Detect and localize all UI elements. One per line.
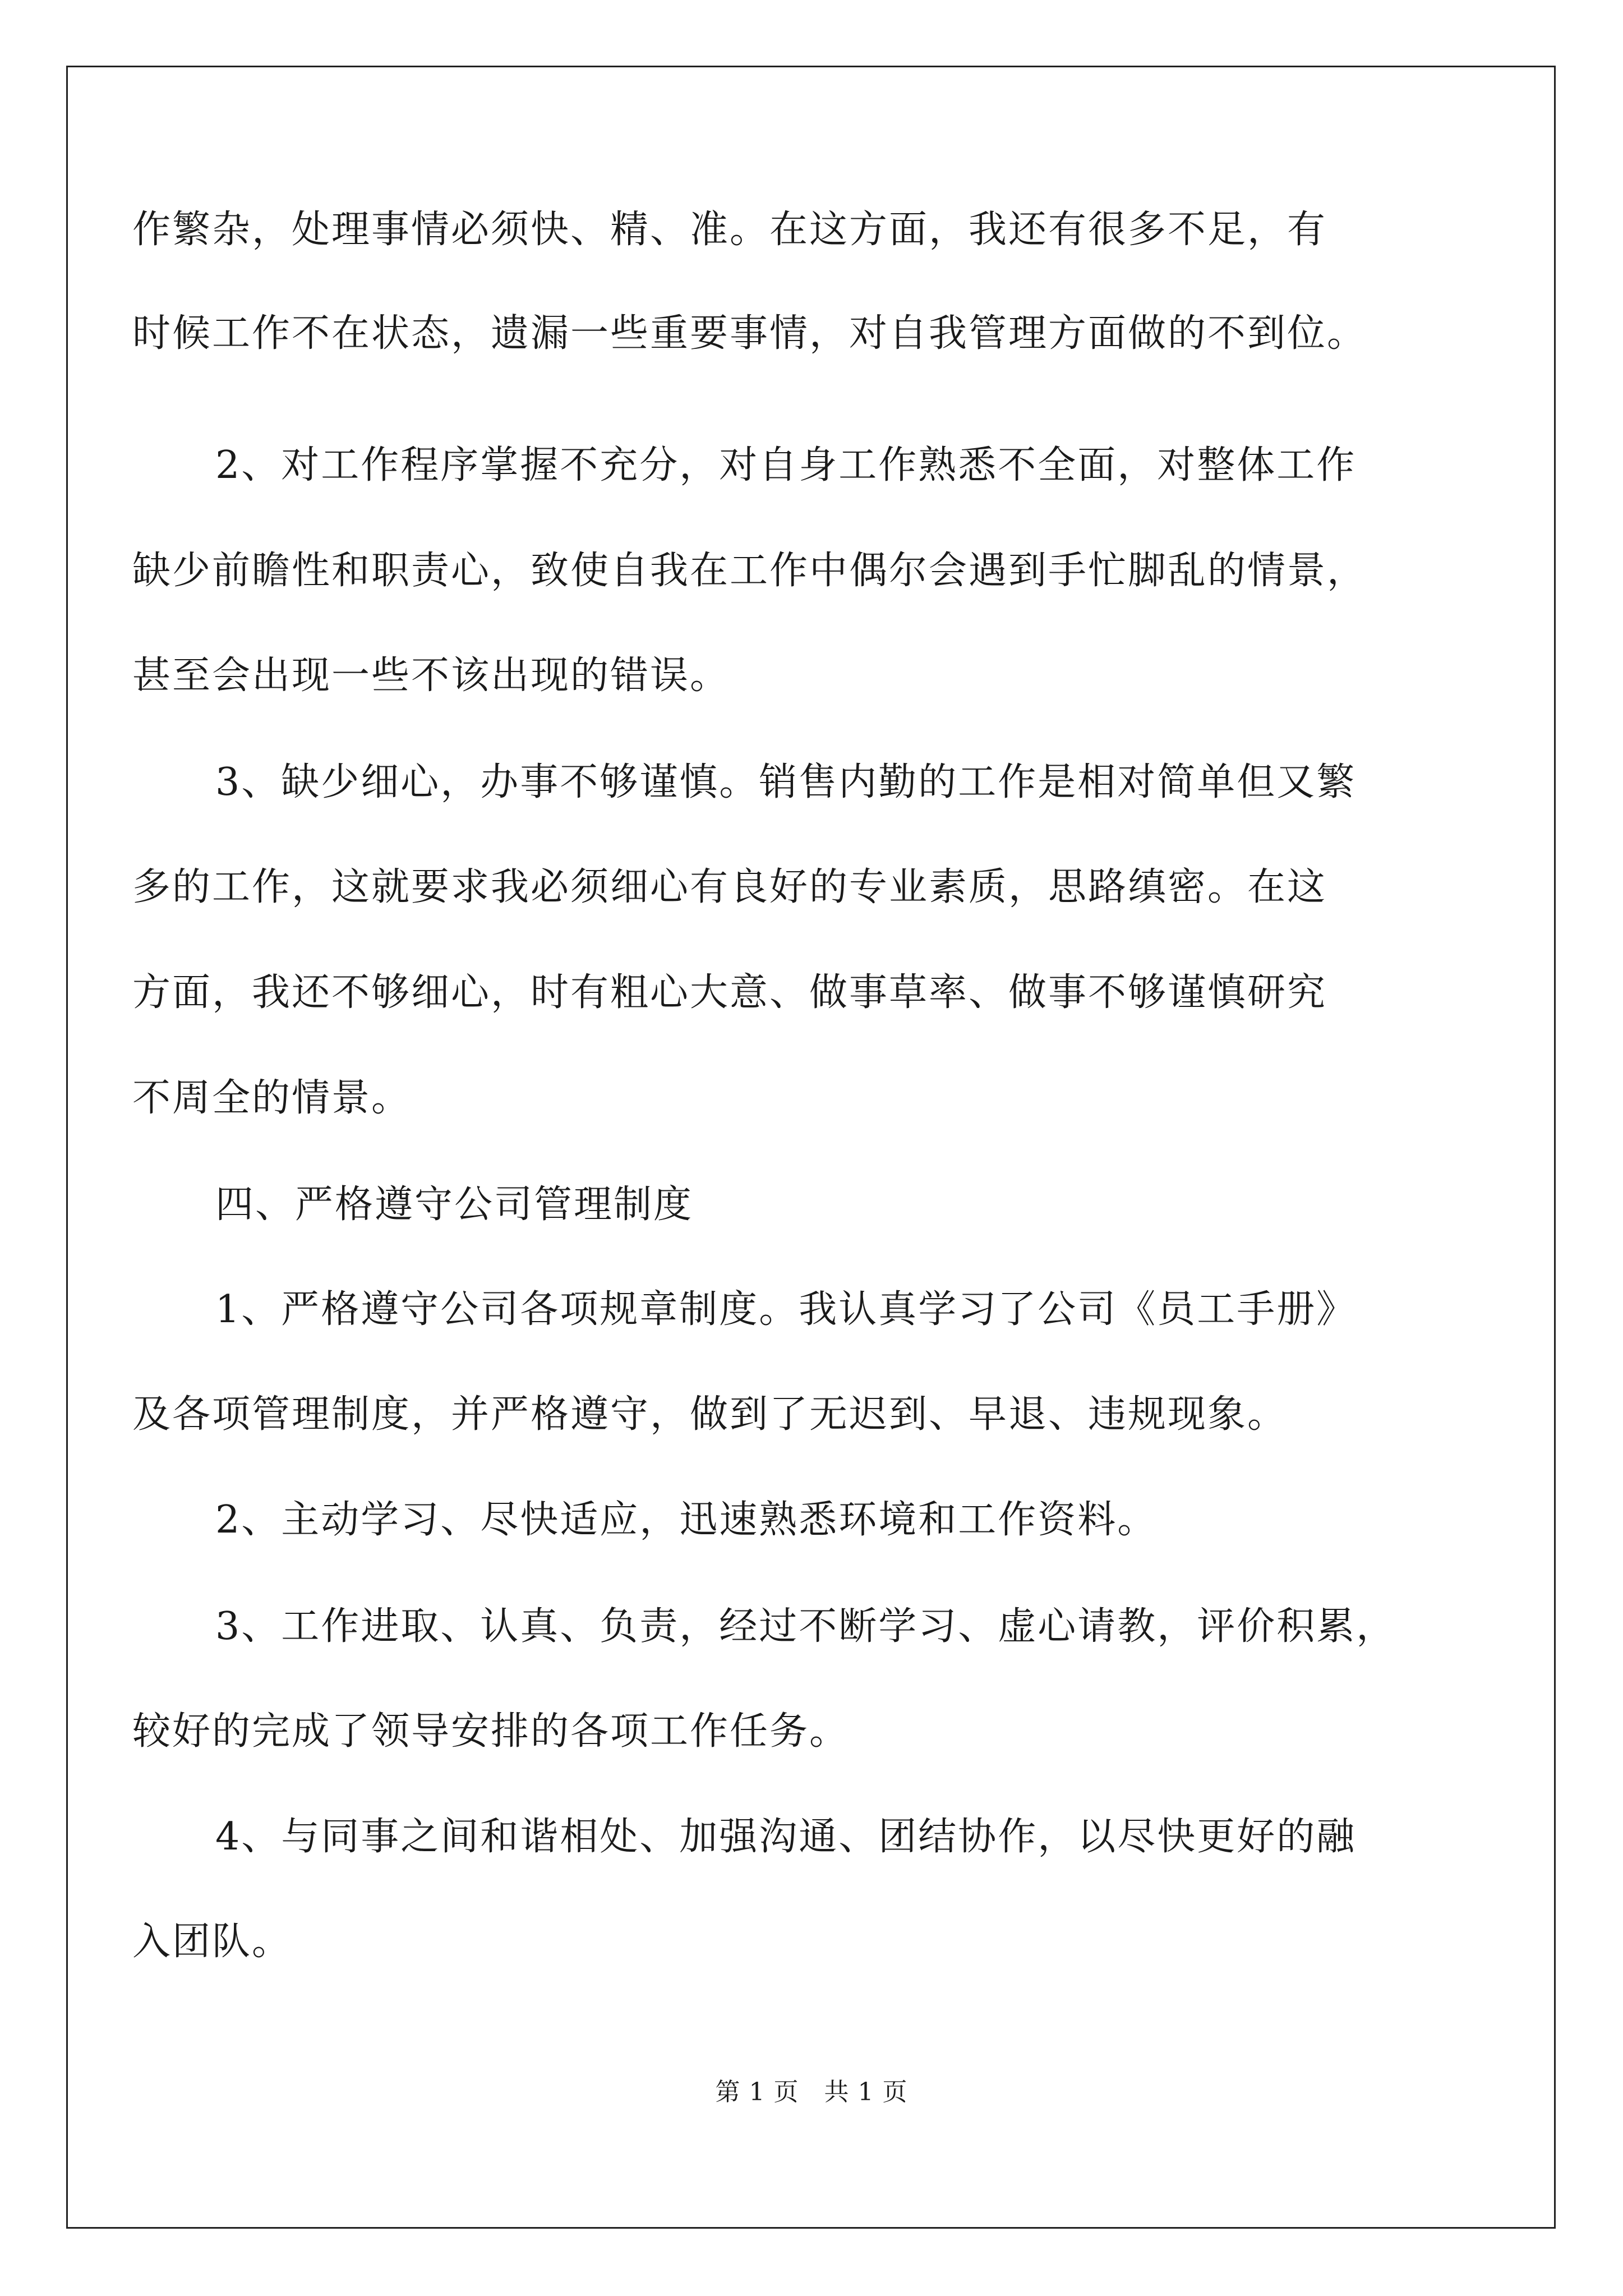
text-line: 3、工作进取、认真、负责，经过不断学习、虚心请教，评价积累，: [215, 1604, 1396, 1649]
text-line: 不周全的情景。: [132, 1076, 412, 1120]
text-line: 3、缺少细心，办事不够谨慎。销售内勤的工作是相对简单但又繁: [215, 760, 1357, 804]
text-line: 及各项管理制度，并严格遵守，做到了无迟到、早退、违规现象。: [132, 1392, 1288, 1437]
text-line: 2、主动学习、尽快适应，迅速熟悉环境和工作资料。: [215, 1498, 1158, 1542]
text-line: 缺少前瞻性和职责心，致使自我在工作中偶尔会遇到手忙脚乱的情景，: [132, 549, 1367, 593]
text-line: 2、对工作程序掌握不充分，对自身工作熟悉不全面，对整体工作: [215, 443, 1357, 487]
page-number: 第 1 页: [715, 2078, 799, 2106]
text-line: 时候工作不在状态，遗漏一些重要事情，对自我管理方面做的不到位。: [132, 311, 1367, 356]
text-line: 1、严格遵守公司各项规章制度。我认真学习了公司《员工手册》: [215, 1287, 1357, 1332]
page-total: 共 1 页: [824, 2078, 908, 2106]
text-line: 多的工作，这就要求我必须细心有良好的专业素质，思路缜密。在这: [132, 865, 1327, 909]
text-line: 甚至会出现一些不该出现的错误。: [132, 654, 730, 698]
page-footer: [0, 2076, 1623, 2109]
text-line: 方面，我还不够细心，时有粗心大意、做事草率、做事不够谨慎研究: [132, 970, 1327, 1015]
text-line: 4、与同事之间和谐相处、加强沟通、团结协作，以尽快更好的融: [215, 1815, 1357, 1859]
text-line: 作繁杂，处理事情必须快、精、准。在这方面，我还有很多不足，有: [132, 208, 1327, 252]
text-line: 较好的完成了领导安排的各项工作任务。: [132, 1709, 850, 1754]
page-frame: [66, 66, 1556, 2229]
section-heading: 四、严格遵守公司管理制度: [215, 1182, 694, 1227]
text-line: 入团队。: [132, 1920, 292, 1964]
